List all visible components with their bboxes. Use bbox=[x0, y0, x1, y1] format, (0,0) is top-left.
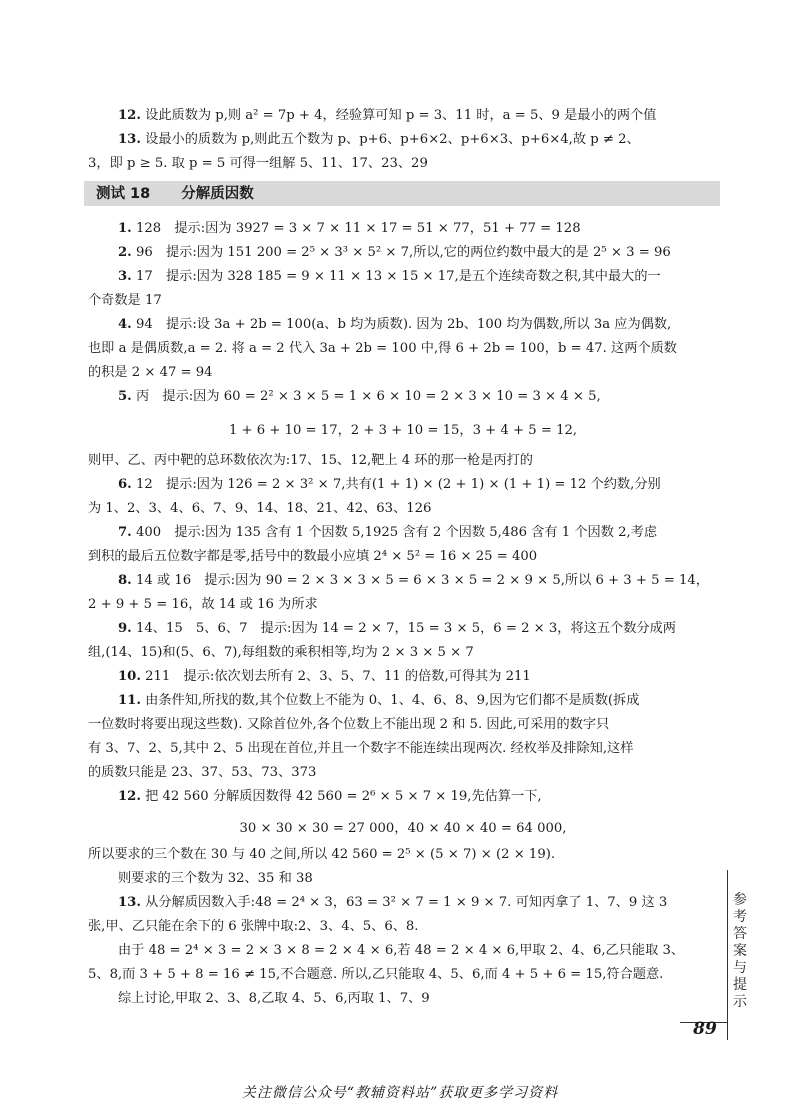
answer-line: 12. 把 42 560 分解质因数得 42 560 = 2⁶ × 5 × 7 × 19,先估算一下, bbox=[118, 789, 542, 804]
answer-line: 所以要求的三个数在 30 与 40 之间,所以 42 560 = 2⁵ × (5 × 7) × (2 × 19). bbox=[88, 847, 556, 862]
footer-note: 关注微信公众号“教辅资料站”获取更多学习资料 bbox=[241, 1085, 559, 1101]
answer-line: 3. 17 提示:因为 328 185 = 9 × 11 × 13 × 15 × 17,是五个连续奇数之积,其中最大的一 bbox=[118, 269, 661, 284]
page-number: 89 bbox=[693, 1019, 717, 1039]
answer-line: 2 + 9 + 5 = 16，故 14 或 16 为所求 bbox=[88, 597, 318, 612]
answer-line: 5、8,而 3 + 5 + 8 = 16 ≠ 15,不合题意. 所以,乙只能取 4、5、6,而 4 + 5 + 6 = 15,符合题意. bbox=[88, 967, 664, 982]
answer-line: 也即 a 是偶质数,a = 2. 将 a = 2 代入 3a + 2b = 100 中,得 6 + 2b = 100，b = 47. 这两个质数 bbox=[88, 341, 677, 356]
answer-line: 10. 211 提示:依次划去所有 2、3、5、7、11 的倍数,可得其为 211 bbox=[118, 669, 531, 684]
answer-line: 的积是 2 × 47 = 94 bbox=[88, 365, 213, 380]
answer-line: 1. 128 提示:因为 3927 = 3 × 7 × 11 × 17 = 51 × 77，51 + 77 = 128 bbox=[118, 221, 581, 236]
section-label: 测试 18 bbox=[96, 186, 151, 202]
answer-line: 个奇数是 17 bbox=[88, 293, 162, 308]
answer-line: 为 1、2、3、4、6、7、9、14、18、21、42、63、126 bbox=[88, 501, 432, 516]
equation-line: 1 + 6 + 10 = 17，2 + 3 + 10 = 15，3 + 4 + 5 = 12, bbox=[228, 423, 578, 438]
answer-line: 3，即 p ≥ 5. 取 p = 5 可得一组解 5、11、17、23、29 bbox=[88, 156, 428, 171]
answer-line: 12. 设此质数为 p,则 a² = 7p + 4，经验算可知 p = 3、11 时，a = 5、9 是最小的两个值 bbox=[118, 108, 657, 123]
answer-line: 13. 从分解质因数入手:48 = 2⁴ × 3，63 = 3² × 7 = 1 × 9 × 7. 可知丙拿了 1、7、9 这 3 bbox=[118, 895, 668, 910]
answer-line: 的质数只能是 23、37、53、73、373 bbox=[88, 765, 317, 780]
answer-line: 11. 由条件知,所找的数,其个位数上不能为 0、1、4、6、8、9,因为它们都不是质数(拆成 bbox=[118, 693, 640, 708]
answer-line: 4. 94 提示:设 3a + 2b = 100(a、b 均为质数). 因为 2b、100 均为偶数,所以 3a 应为偶数, bbox=[118, 317, 672, 332]
side-tab-label: 参 考 答 案 与 提 示 bbox=[733, 892, 747, 1010]
answer-line: 7. 400 提示:因为 135 含有 1 个因数 5,1925 含有 2 个因数 5,486 含有 1 个因数 2,考虑 bbox=[118, 525, 658, 540]
answer-line: 由于 48 = 2⁴ × 3 = 2 × 3 × 8 = 2 × 4 × 6,若 48 = 2 × 4 × 6,甲取 2、4、6,乙只能取 3、 bbox=[118, 943, 685, 958]
answer-line: 8. 14 或 16 提示:因为 90 = 2 × 3 × 3 × 5 = 6 × 3 × 5 = 2 × 9 × 5,所以 6 + 3 + 5 = 14， bbox=[118, 573, 709, 588]
answer-line: 到积的最后五位数字都是零,括号中的数最小应填 2⁴ × 5² = 16 × 25 = 400 bbox=[88, 549, 538, 564]
section-title bbox=[96, 185, 254, 203]
answer-line: 13. 设最小的质数为 p,则此五个数为 p、p+6、p+6×2、p+6×3、p+6×4,故 p ≠ 2、 bbox=[118, 132, 640, 147]
answer-line: 一位数时将要出现这些数). 又除首位外,各个位数上不能出现 2 和 5. 因此,可采用的数字只 bbox=[88, 717, 610, 732]
answer-line: 组,(14、15)和(5、6、7),每组数的乘积相等,均为 2 × 3 × 5 × 7 bbox=[88, 645, 474, 660]
answer-line: 9. 14、15 5、6、7 提示:因为 14 = 2 × 7，15 = 3 × 5，6 = 2 × 3，将这五个数分成两 bbox=[118, 621, 676, 636]
section-topic: 分解质因数 bbox=[181, 186, 254, 202]
side-tab-rule bbox=[727, 870, 728, 1040]
equation-line: 30 × 30 × 30 = 27 000，40 × 40 × 40 = 64 000, bbox=[239, 821, 567, 836]
answer-line: 有 3、7、2、5,其中 2、5 出现在首位,并且一个数字不能连续出现两次. 经枚举及排除知,这样 bbox=[88, 741, 634, 756]
answer-line: 5. 丙 提示:因为 60 = 2² × 3 × 5 = 1 × 6 × 10 = 2 × 3 × 10 = 3 × 4 × 5, bbox=[118, 389, 601, 404]
answer-line: 2. 96 提示:因为 151 200 = 2⁵ × 3³ × 5² × 7,所以,它的两位约数中最大的是 2⁵ × 3 = 96 bbox=[118, 245, 671, 260]
answer-line: 则要求的三个数为 32、35 和 38 bbox=[118, 871, 313, 886]
answer-line: 张,甲、乙只能在余下的 6 张牌中取:2、3、4、5、6、8. bbox=[88, 919, 419, 934]
answer-line: 综上讨论,甲取 2、3、8,乙取 4、5、6,丙取 1、7、9 bbox=[118, 991, 430, 1006]
answer-line: 6. 12 提示:因为 126 = 2 × 3² × 7,共有(1 + 1) × (2 + 1) × (1 + 1) = 12 个约数,分别 bbox=[118, 477, 661, 492]
answer-line: 则甲、乙、丙中靶的总环数依次为:17、15、12,靶上 4 环的那一枪是丙打的 bbox=[88, 453, 533, 468]
